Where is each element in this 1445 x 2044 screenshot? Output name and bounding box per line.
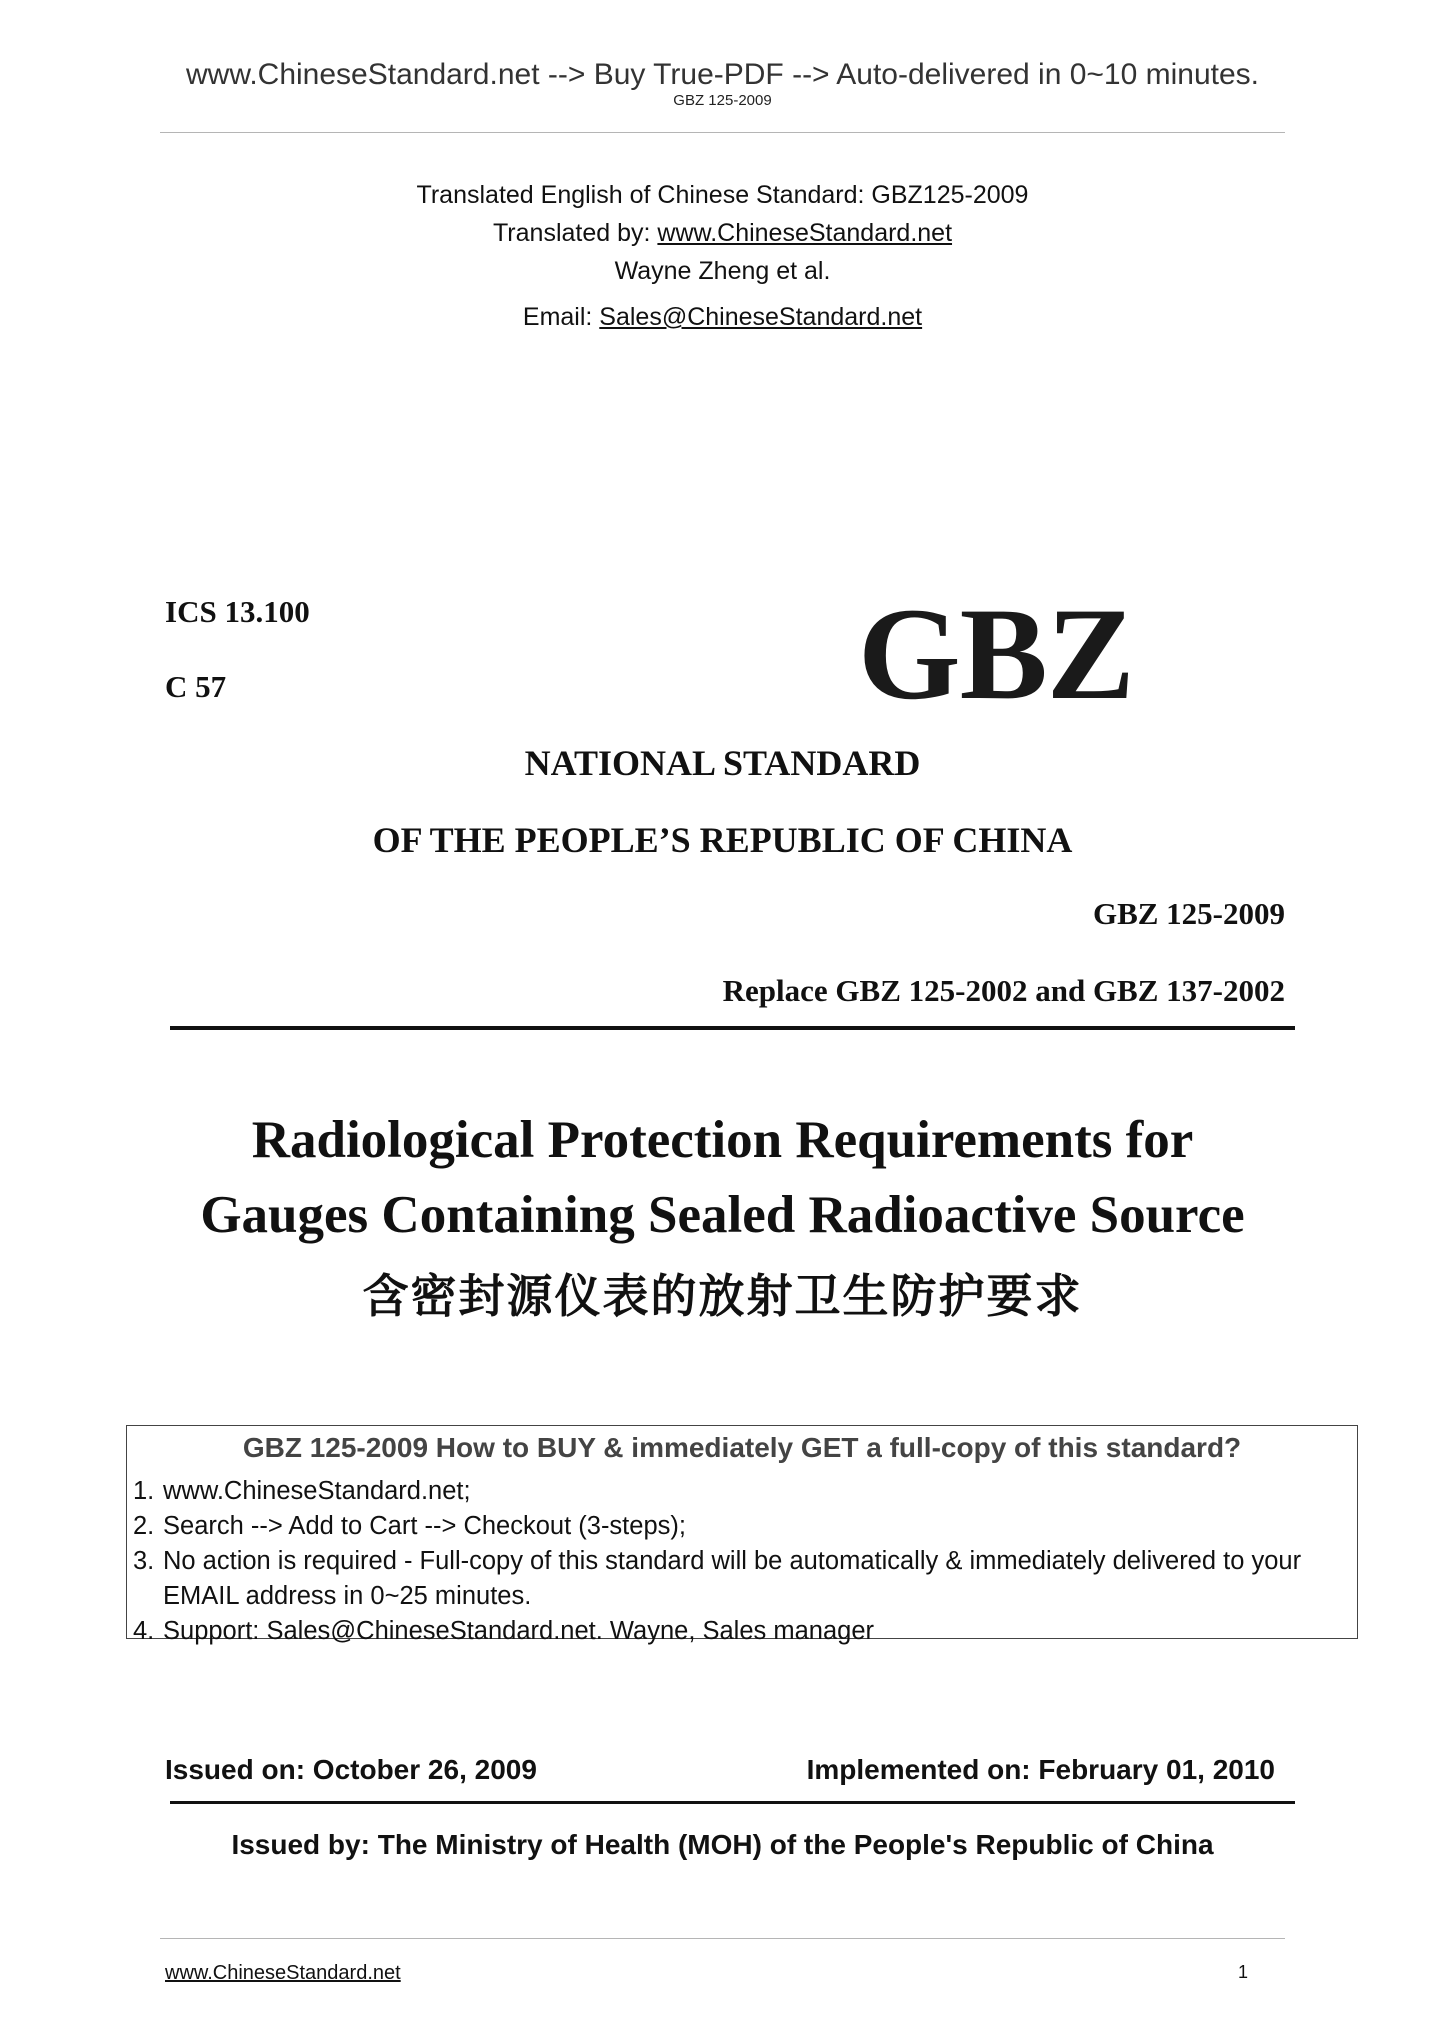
list-item	[133, 1544, 1357, 1614]
list-item-number: 3.	[133, 1547, 155, 1575]
list-item	[133, 1474, 1357, 1509]
list-item-number: 4.	[133, 1617, 155, 1645]
header-standard-code: GBZ 125-2009	[673, 92, 772, 109]
purchase-info-heading: GBZ 125-2009 How to BUY & immediately GET a full-copy of this standard?	[242, 1432, 1242, 1463]
dates-divider	[170, 1801, 1295, 1804]
standard-number: GBZ 125-2009	[1092, 896, 1285, 931]
title-en-line2: Gauges Containing Sealed Radioactive Source	[200, 1186, 1245, 1244]
email-label: Email:	[522, 303, 600, 331]
page-number: 1	[1238, 1962, 1249, 1982]
list-item-number: 2.	[133, 1512, 155, 1540]
issued-date: Issued on: October 26, 2009	[165, 1754, 537, 1785]
list-item	[133, 1509, 1357, 1544]
implemented-date: Implemented on: February 01, 2010	[806, 1754, 1275, 1785]
footer-link[interactable]: www.ChineseStandard.net	[165, 1962, 401, 1984]
title-en-line1: Radiological Protection Requirements for	[251, 1111, 1194, 1169]
list-item-text: www.ChineseStandard.net;	[163, 1477, 471, 1505]
translated-by-label: Translated by:	[492, 219, 658, 247]
list-item-number: 1.	[133, 1477, 155, 1505]
list-item-text: Search --> Add to Cart --> Checkout (3-steps);	[163, 1512, 686, 1540]
title-chinese: 含密封源仪表的放射卫生防护要求	[362, 1270, 1083, 1322]
translator-link[interactable]: www.ChineseStandard.net	[657, 219, 953, 247]
issuing-authority: Issued by: The Ministry of Health (MOH) of the People's Republic of China	[231, 1829, 1214, 1860]
header-divider	[160, 132, 1285, 133]
list-item-text: Support: Sales@ChineseStandard.net. Wayne, Sales manager	[163, 1617, 875, 1645]
email-link[interactable]: Sales@ChineseStandard.net	[599, 303, 923, 331]
translation-authors: Wayne Zheng et al.	[614, 257, 831, 285]
translated-by	[0, 219, 1445, 248]
replaces-standards: Replace GBZ 125-2002 and GBZ 137-2002	[722, 973, 1285, 1008]
national-standard-line2: OF THE PEOPLE’S REPUBLIC OF CHINA	[372, 820, 1073, 860]
ics-code: ICS 13.100	[165, 594, 310, 629]
list-item	[133, 1614, 1357, 1649]
footer-divider	[160, 1938, 1285, 1939]
purchase-info-box	[126, 1425, 1358, 1645]
translation-email	[0, 303, 1445, 332]
national-standard-line1: NATIONAL STANDARD	[524, 743, 921, 783]
title-divider	[170, 1026, 1295, 1030]
gbz-logo: GBZ	[858, 580, 1134, 727]
purchase-steps-list	[133, 1474, 1357, 1649]
translation-title: Translated English of Chinese Standard: GBZ125-2009	[416, 181, 1029, 209]
ccs-code: C 57	[165, 669, 227, 704]
header-banner: www.ChineseStandard.net --> Buy True-PDF --> Auto-delivered in 0~10 minutes.	[185, 58, 1260, 91]
list-item-text: No action is required - Full-copy of this standard will be automatically & immediately delivered to your EMAIL address in 0~25 minutes.	[163, 1547, 1302, 1610]
